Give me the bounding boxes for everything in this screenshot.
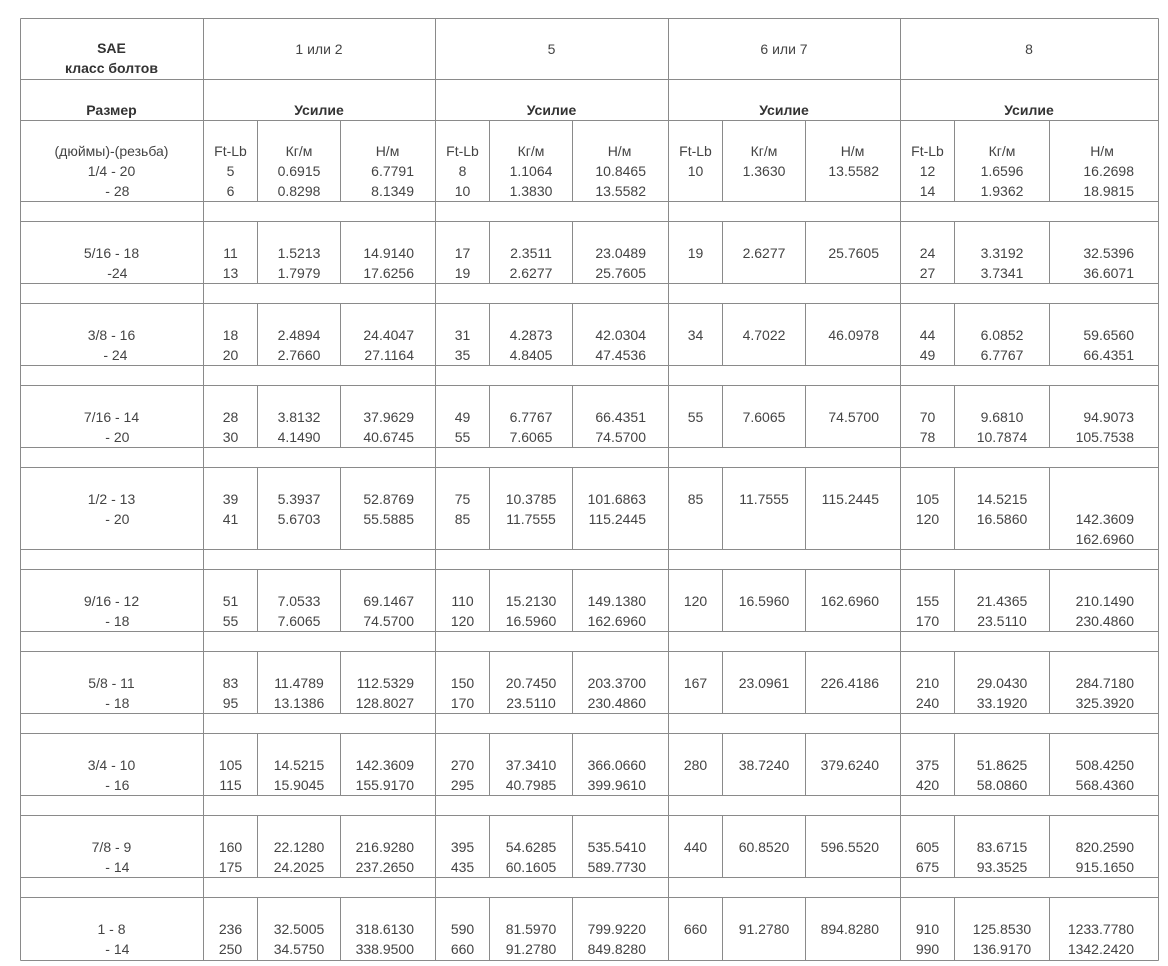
table-cell: 85 — [687, 491, 704, 507]
table-cell: 14 — [919, 183, 936, 199]
table-cell: 120 — [450, 613, 475, 629]
table-cell: 59.6560 — [1083, 327, 1134, 343]
table-cell: 230.4860 — [587, 695, 646, 711]
table-cell: 435 — [450, 859, 475, 875]
table-cell: 1233.7780 — [1067, 921, 1134, 937]
table-cell: 10.3785 — [505, 491, 557, 507]
table-cell: 17 — [454, 245, 471, 261]
table-cell: 1.5213 — [277, 245, 321, 261]
class-header-6-7: 6 или 7 — [760, 41, 808, 57]
table-cell: 210.1490 — [1075, 593, 1134, 609]
table-cell: 46.0978 — [828, 327, 879, 343]
force-label-8: Усилие — [1004, 102, 1054, 118]
table-cell: 820.2590 — [1075, 839, 1134, 855]
table-cell: 13.5582 — [595, 183, 646, 199]
table-cell: 535.5410 — [587, 839, 646, 855]
table-cell: 94.9073 — [1083, 409, 1134, 425]
table-cell: 18.9815 — [1083, 183, 1134, 199]
size-cell: - 24 — [95, 347, 128, 363]
table-cell: 18 — [222, 327, 239, 343]
size-cell: - 18 — [93, 695, 130, 711]
table-cell: 284.7180 — [1075, 675, 1134, 691]
table-cell: 24.4047 — [363, 327, 414, 343]
table-cell: 27.1164 — [364, 347, 414, 363]
table-cell: 226.4186 — [820, 675, 879, 691]
table-cell: 115 — [219, 777, 242, 793]
table-cell: 660 — [450, 941, 475, 957]
table-cell: 7.6065 — [509, 429, 553, 445]
table-cell: 40.7985 — [505, 777, 557, 793]
table-cell: 0.8298 — [277, 183, 321, 199]
table-cell: 11.7555 — [739, 491, 789, 507]
table-cell: 110 — [451, 593, 474, 609]
size-cell: 7/8 - 9 — [91, 839, 132, 855]
table-cell: 6.0852 — [980, 327, 1024, 343]
table-cell: 990 — [915, 941, 940, 957]
table-cell: 596.5520 — [820, 839, 879, 855]
table-cell: 14.5215 — [273, 757, 325, 773]
table-cell: 44 — [919, 327, 936, 343]
table-cell: 14.9140 — [363, 245, 414, 261]
table-cell: 216.9280 — [355, 839, 414, 855]
sae-subtitle: класс болтов — [65, 60, 158, 76]
table-cell: 95 — [222, 695, 239, 711]
table-cell: 105.7538 — [1075, 429, 1134, 445]
table-cell: 16.5860 — [976, 511, 1028, 527]
unit-header: Ft-Lb — [446, 143, 479, 159]
class-header-8: 8 — [1025, 41, 1033, 57]
table-cell: 16.5960 — [505, 613, 557, 629]
table-cell: 16.2698 — [1083, 163, 1134, 179]
table-cell: 55 — [222, 613, 239, 629]
table-cell: 6 — [226, 183, 235, 199]
table-cell: 162.6960 — [820, 593, 879, 609]
table-cell: 2.3511 — [510, 245, 552, 261]
table-cell: 799.9220 — [587, 921, 646, 937]
table-cell: 75 — [454, 491, 471, 507]
table-cell: 915.1650 — [1075, 859, 1134, 875]
table-cell: 508.4250 — [1075, 757, 1134, 773]
table-cell: 28 — [222, 409, 239, 425]
table-cell: 160 — [218, 839, 243, 855]
unit-header: Ft-Lb — [911, 143, 944, 159]
table-cell: 162.6960 — [1075, 531, 1134, 547]
table-cell: 136.9170 — [972, 941, 1032, 957]
table-cell: 32.5396 — [1083, 245, 1134, 261]
size-cell: - 14 — [93, 859, 130, 875]
table-cell: 60.8520 — [738, 839, 790, 855]
table-cell: 49 — [919, 347, 936, 363]
table-cell: 74.5700 — [828, 409, 879, 425]
table-cell: 237.2650 — [355, 859, 414, 875]
size-cell: 1/2 - 13 — [87, 491, 136, 507]
table-cell: 1.3630 — [742, 163, 786, 179]
table-cell: 150 — [450, 675, 475, 691]
table-cell: 23.5110 — [977, 613, 1027, 629]
table-cell: 23.5110 — [506, 695, 556, 711]
table-cell: 54.6285 — [505, 839, 557, 855]
class-header-1-2: 1 или 2 — [295, 41, 343, 57]
unit-header: Н/м — [375, 143, 400, 159]
table-cell: 280 — [683, 757, 708, 773]
table-cell: 83 — [222, 675, 239, 691]
table-cell: 91.2780 — [505, 941, 557, 957]
size-cell: - 14 — [93, 941, 130, 957]
table-cell: 22.1280 — [273, 839, 325, 855]
table-cell: 60.1605 — [505, 859, 557, 875]
table-cell: 25.7605 — [828, 245, 879, 261]
table-cell: 66.4351 — [595, 409, 646, 425]
table-cell: 11 — [223, 245, 238, 261]
table-cell: 910 — [915, 921, 940, 937]
table-cell: 29.0430 — [976, 675, 1028, 691]
table-cell: 85 — [454, 511, 471, 527]
table-cell: 39 — [222, 491, 239, 507]
table-cell: 155 — [915, 593, 940, 609]
table-cell: 375 — [915, 757, 940, 773]
table-cell: 101.6863 — [587, 491, 646, 507]
table-cell: 675 — [915, 859, 940, 875]
table-cell: 128.8027 — [355, 695, 414, 711]
unit-header: Н/м — [607, 143, 632, 159]
table-cell: 34 — [687, 327, 704, 343]
table-cell: 37.3410 — [505, 757, 557, 773]
size-cell: -24 — [95, 265, 128, 281]
table-cell: 120 — [915, 511, 940, 527]
table-cell: 318.6130 — [355, 921, 414, 937]
table-cell: 5.3937 — [277, 491, 321, 507]
unit-header: Кг/м — [285, 143, 313, 159]
table-cell: 2.6277 — [509, 265, 553, 281]
table-cell: 36.6071 — [1083, 265, 1134, 281]
table-cell: 589.7730 — [587, 859, 646, 875]
table-cell: 12 — [919, 163, 936, 179]
table-cell: 20.7450 — [505, 675, 557, 691]
table-cell: 590 — [450, 921, 475, 937]
table-cell: 175 — [218, 859, 243, 875]
table-cell: 250 — [218, 941, 243, 957]
table-cell: 11.7555 — [506, 511, 556, 527]
table-cell: 440 — [683, 839, 708, 855]
table-cell: 105 — [218, 757, 243, 773]
table-cell: 366.0660 — [587, 757, 646, 773]
table-cell: 142.3609 — [1075, 511, 1134, 527]
size-cell: - 20 — [93, 511, 130, 527]
table-cell: 115.2445 — [588, 511, 646, 527]
table-cell: 33.1920 — [976, 695, 1028, 711]
table-cell: 1.6596 — [980, 163, 1024, 179]
table-cell: 230.4860 — [1075, 613, 1134, 629]
table-cell: 894.8280 — [820, 921, 879, 937]
table-cell: 399.9610 — [587, 777, 646, 793]
table-cell: 10 — [687, 163, 704, 179]
table-cell: 7.6065 — [742, 409, 786, 425]
table-cell: 17.6256 — [363, 265, 414, 281]
unit-header: Н/м — [840, 143, 865, 159]
table-cell: 13.1386 — [273, 695, 325, 711]
table-cell: 270 — [450, 757, 475, 773]
force-label-6-7: Усилие — [759, 102, 809, 118]
table-cell: 15.2130 — [505, 593, 557, 609]
table-cell: 25.7605 — [595, 265, 646, 281]
table-cell: 34.5750 — [273, 941, 325, 957]
table-cell: 27 — [919, 265, 936, 281]
table-cell: 52.8769 — [363, 491, 414, 507]
table-cell: 325.3920 — [1075, 695, 1134, 711]
table-cell: 47.4536 — [595, 347, 646, 363]
table-cell: 14.5215 — [976, 491, 1028, 507]
table-cell: 170 — [450, 695, 475, 711]
table-cell: 31 — [454, 327, 471, 343]
table-cell: 7.0533 — [277, 593, 321, 609]
size-cell: - 20 — [93, 429, 130, 445]
table-cell: 2.7660 — [277, 347, 321, 363]
table-cell: 49 — [454, 409, 471, 425]
table-cell: 379.6240 — [820, 757, 879, 773]
table-cell: 3.8132 — [277, 409, 321, 425]
table-cell: 203.3700 — [587, 675, 646, 691]
table-cell: 3.3192 — [980, 245, 1024, 261]
table-cell: 0.6915 — [277, 163, 321, 179]
size-cell: 1/4 - 20 — [87, 163, 136, 179]
table-cell: 4.1490 — [277, 429, 321, 445]
size-cell: - 28 — [93, 183, 130, 199]
unit-header: Кг/м — [988, 143, 1016, 159]
table-cell: 3.7341 — [980, 265, 1024, 281]
table-cell: 395 — [450, 839, 475, 855]
table-cell: 6.7791 — [371, 163, 414, 179]
table-cell: 7.6065 — [277, 613, 321, 629]
table-cell: 19 — [687, 245, 704, 261]
table-cell: 11.4789 — [274, 675, 324, 691]
force-label-5: Усилие — [526, 102, 577, 118]
table-cell: 70 — [919, 409, 936, 425]
table-cell: 155.9170 — [355, 777, 414, 793]
table-cell: 74.5700 — [363, 613, 414, 629]
table-cell: 5.6703 — [277, 511, 321, 527]
size-cell: 5/8 - 11 — [88, 675, 135, 691]
table-cell: 162.6960 — [587, 613, 646, 629]
table-cell: 58.0860 — [976, 777, 1028, 793]
table-cell: 1.3830 — [509, 183, 553, 199]
table-cell: 55.5885 — [363, 511, 414, 527]
table-cell: 15.9045 — [273, 777, 325, 793]
table-cell: 74.5700 — [595, 429, 646, 445]
table-cell: 30 — [222, 429, 239, 445]
table-cell: 42.0304 — [595, 327, 646, 343]
table-cell: 210 — [915, 675, 940, 691]
size-cell: - 18 — [93, 613, 130, 629]
table-cell: 24.2025 — [273, 859, 325, 875]
table-cell: 170 — [915, 613, 940, 629]
table-cell: 19 — [454, 265, 471, 281]
table-cell: 4.2873 — [509, 327, 553, 343]
class-header-5: 5 — [547, 41, 556, 57]
table-cell: 93.3525 — [976, 859, 1028, 875]
table-cell: 23.0961 — [738, 675, 790, 691]
table-cell: 69.1467 — [363, 593, 414, 609]
table-cell: 338.9500 — [355, 941, 414, 957]
table-cell: 16.5960 — [738, 593, 790, 609]
table-cell: 51.8625 — [976, 757, 1028, 773]
table-cell: 115.2445 — [821, 491, 879, 507]
table-cell: 4.8405 — [509, 347, 553, 363]
table-cell: 1.9362 — [980, 183, 1024, 199]
table-cell: 78 — [919, 429, 936, 445]
table-cell: 21.4365 — [976, 593, 1028, 609]
table-cell: 2.4894 — [277, 327, 321, 343]
table-cell: 24 — [919, 245, 936, 261]
table-cell: 4.7022 — [742, 327, 786, 343]
size-cell: 1 - 8 — [97, 921, 126, 937]
table-cell: 20 — [222, 347, 239, 363]
table-cell: 125.8530 — [972, 921, 1032, 937]
table-cell: 112.5329 — [356, 675, 414, 691]
unit-header: Ft-Lb — [214, 143, 247, 159]
size-cell: 7/16 - 14 — [83, 409, 140, 425]
table-cell: 236 — [218, 921, 243, 937]
table-cell: 8 — [458, 163, 467, 179]
table-cell: 32.5005 — [273, 921, 325, 937]
table-cell: 13 — [222, 265, 239, 281]
table-cell: 660 — [683, 921, 708, 937]
table-cell: 5 — [226, 163, 235, 179]
table-cell: 10.7874 — [976, 429, 1028, 445]
table-cell: 66.4351 — [1083, 347, 1134, 363]
table-cell: 105 — [915, 491, 940, 507]
table-cell: 568.4360 — [1075, 777, 1134, 793]
size-cell: 3/8 - 16 — [87, 327, 136, 343]
table-cell: 55 — [454, 429, 471, 445]
table-cell: 9.6810 — [980, 409, 1024, 425]
table-cell: 51 — [222, 593, 239, 609]
unit-header: Ft-Lb — [679, 143, 712, 159]
table-cell: 10.8465 — [595, 163, 646, 179]
table-cell: 6.7767 — [980, 347, 1024, 363]
table-cell: 13.5582 — [828, 163, 879, 179]
table-cell: 55 — [687, 409, 704, 425]
size-cell: 9/16 - 12 — [83, 593, 140, 609]
unit-header: Кг/м — [750, 143, 778, 159]
table-cell: 240 — [915, 695, 940, 711]
table-cell: 420 — [915, 777, 940, 793]
table-cell: 120 — [683, 593, 708, 609]
table-cell: 849.8280 — [587, 941, 646, 957]
table-cell: 295 — [450, 777, 475, 793]
table-cell: 83.6715 — [976, 839, 1028, 855]
size-cell: 3/4 - 10 — [87, 757, 136, 773]
table-cell: 167 — [683, 675, 708, 691]
unit-header: Кг/м — [517, 143, 545, 159]
table-cell: 149.1380 — [587, 593, 646, 609]
table-cell: 8.1349 — [371, 183, 414, 199]
table-cell: 38.7240 — [738, 757, 790, 773]
table-cell: 10 — [454, 183, 471, 199]
table-cell: 142.3609 — [355, 757, 414, 773]
table-cell: 41 — [222, 511, 239, 527]
table-cell: 91.2780 — [738, 921, 790, 937]
table-cell: 1342.2420 — [1067, 941, 1134, 957]
table-cell: 23.0489 — [595, 245, 646, 261]
force-label-1-2: Усилие — [294, 102, 344, 118]
table-cell: 81.5970 — [505, 921, 557, 937]
table-cell: 1.7979 — [277, 265, 321, 281]
table-cell: 37.9629 — [363, 409, 414, 425]
table-cell: 605 — [915, 839, 940, 855]
unit-header: Н/м — [1090, 143, 1114, 159]
size-label: Размер — [86, 102, 137, 118]
table-cell: 2.6277 — [742, 245, 786, 261]
size-units-label: (дюймы)-(резьба) — [54, 143, 169, 159]
table-cell: 6.7767 — [509, 409, 553, 425]
table-cell: 40.6745 — [363, 429, 414, 445]
size-cell: 5/16 - 18 — [83, 245, 140, 261]
table-cell: 35 — [454, 347, 471, 363]
size-cell: - 16 — [93, 777, 130, 793]
sae-title: SAE — [97, 40, 126, 56]
table-cell: 1.1064 — [509, 163, 553, 179]
